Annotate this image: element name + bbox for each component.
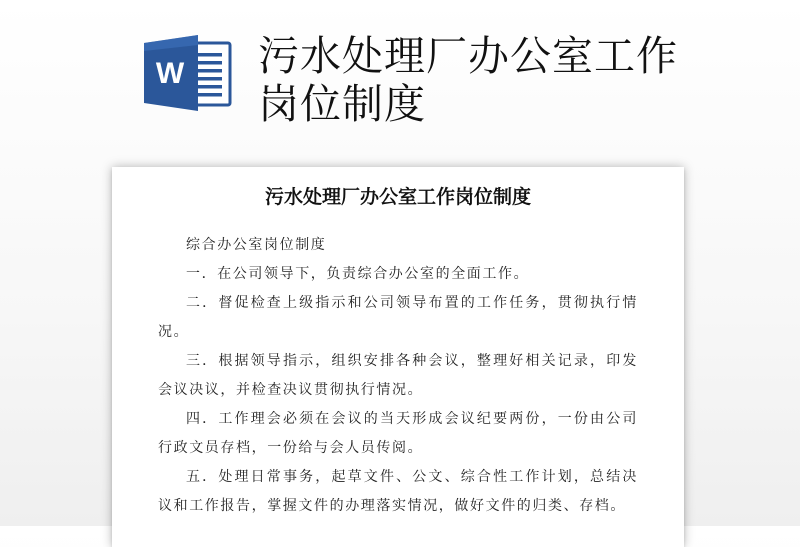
paragraph: 四．工作理会必须在会议的当天形成会议纪要两份，一份由公司行政文员存档，一份给与会人员传阅。 — [158, 411, 638, 456]
header-title: 污水处理厂办公室工作岗位制度 — [258, 32, 678, 128]
document-page — [112, 167, 684, 547]
word-icon — [142, 33, 234, 113]
word-logo-letter: W — [155, 57, 185, 90]
document-title: 污水处理厂办公室工作岗位制度 — [264, 186, 531, 208]
document-body — [158, 231, 638, 521]
header-banner — [0, 0, 800, 150]
paragraph-section-heading: 综合办公室岗位制度 — [186, 237, 327, 253]
paragraph: 三．根据领导指示，组织安排各种会议，整理好相关记录，印发会议决议，并检查决议贯彻执行情况。 — [158, 353, 638, 398]
paragraph: 五．处理日常事务，起草文件、公文、综合性工作计划，总结决议和工作报告，掌握文件的办理落实情况，做好文件的归类、存档。 — [158, 469, 638, 514]
paragraph: 二．督促检查上级指示和公司领导布置的工作任务，贯彻执行情况。 — [158, 295, 638, 340]
paragraph: 一．在公司领导下，负责综合办公室的全面工作。 — [186, 266, 530, 282]
